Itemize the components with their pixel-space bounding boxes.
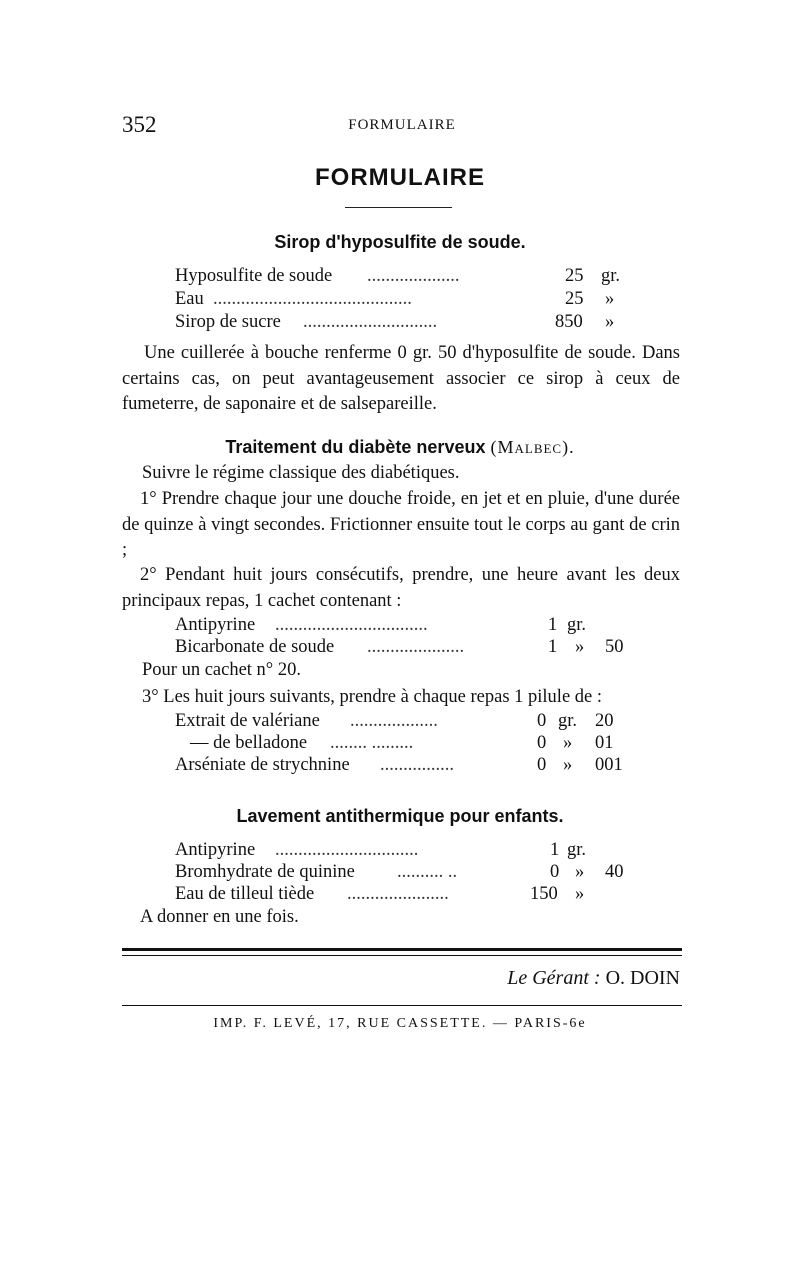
ingredient-row — [175, 755, 635, 779]
ingredient-amount: 850 — [555, 312, 583, 332]
ingredient-row — [175, 884, 635, 908]
ingredient-decimal: 01 — [595, 733, 614, 753]
signature — [507, 967, 680, 990]
ingredient-unit: gr. — [601, 266, 621, 286]
section-heading-lavement: Lavement antithermique pour enfants. — [236, 806, 564, 826]
ingredient-unit: gr. — [567, 615, 587, 635]
signature-label: Le Gérant : — [507, 967, 601, 989]
leader-dots: ...................... — [347, 884, 449, 904]
leader-dots: .................... — [367, 266, 460, 286]
leader-dots: .......... .. — [397, 862, 458, 882]
ingredient-amount: 0 — [537, 755, 547, 775]
ingredient-amount: 1 — [548, 615, 558, 635]
leader-dots: ................................. — [275, 615, 428, 635]
leader-dots: ............................... — [275, 840, 419, 860]
section-heading-sirop: Sirop d'hyposulfite de soude. — [274, 232, 526, 252]
leader-dots: ................... — [350, 711, 438, 731]
ingredient-row — [175, 711, 635, 735]
ingredient-unit: » — [563, 733, 573, 753]
ingredient-row — [190, 733, 635, 757]
ingredient-row — [175, 637, 635, 661]
ingredient-name: Antipyrine — [175, 615, 256, 635]
heading-author: (Malbec). — [490, 437, 575, 457]
ingredient-name: Bicarbonate de soude — [175, 637, 335, 657]
ingredient-name: Extrait de valériane — [175, 711, 320, 731]
diabete-step-2: 2° Pendant huit jours consécutifs, prendre, une heure avant les deux principaux repas, 1 cachet contenant : — [122, 565, 680, 611]
lavement-note: A donner en une fois. — [140, 907, 299, 927]
ingredient-name: Eau de tilleul tiède — [175, 884, 315, 904]
leader-dots: ........................................... — [213, 289, 412, 309]
ingredient-unit: gr. — [558, 711, 578, 731]
section-heading-diabete — [0, 437, 800, 458]
leader-dots: ................ — [380, 755, 454, 775]
ingredient-row — [175, 312, 635, 336]
diabete-intro: Suivre le régime classique des diabétiques. — [142, 463, 460, 483]
signature-name: O. DOIN — [605, 967, 680, 989]
ingredient-unit: gr. — [567, 840, 587, 860]
diabete-step-3: 3° Les huit jours suivants, prendre à chaque repas 1 pilule de : — [142, 687, 603, 707]
cachet-note: Pour un cachet n° 20. — [142, 660, 301, 680]
title-divider — [345, 207, 452, 208]
ingredient-name: Bromhydrate de quinine — [175, 862, 355, 882]
paragraph-sirop: Une cuillerée à bouche renferme 0 gr. 50 d'hyposulfite de soude. Dans certains cas, on peut avantageusement associer ce sirop à ceux de fumeterre, de saponaire et de salsepareille. — [122, 343, 680, 414]
ingredient-row — [175, 840, 635, 864]
ingredient-decimal: 40 — [605, 862, 624, 882]
ingredient-row — [175, 615, 635, 639]
ingredient-decimal: 001 — [595, 755, 623, 775]
ingredient-unit: » — [575, 884, 585, 904]
leader-dots: ........ ......... — [330, 733, 414, 753]
ingredient-name: Eau — [175, 289, 204, 309]
ingredient-unit: » — [605, 312, 615, 332]
ingredient-amount: 25 — [565, 289, 584, 309]
ingredient-amount: 0 — [537, 711, 547, 731]
ingredient-unit: » — [563, 755, 573, 775]
ingredient-decimal: 50 — [605, 637, 624, 657]
ingredient-unit: » — [575, 637, 585, 657]
ingredient-row — [175, 289, 635, 313]
ingredient-name: Sirop de sucre — [175, 312, 281, 332]
double-rule-thin — [122, 955, 682, 956]
ingredient-amount: 0 — [537, 733, 547, 753]
ingredient-row — [175, 266, 635, 290]
ingredient-row — [175, 862, 635, 886]
double-rule-thick — [122, 948, 682, 951]
ingredient-unit: » — [605, 289, 615, 309]
ingredient-decimal: 20 — [595, 711, 614, 731]
ingredient-amount: 1 — [548, 637, 558, 657]
ingredient-amount: 1 — [550, 840, 560, 860]
diabete-step-1: 1° Prendre chaque jour une douche froide, en jet et en pluie, d'une durée de quinze à vingt secondes. Frictionner ensuite tout le corps au gant de crin ; — [122, 489, 680, 560]
ingredient-name: Hyposulfite de soude — [175, 266, 333, 286]
running-head — [122, 112, 682, 142]
ingredient-unit: » — [575, 862, 585, 882]
heading-main: Traitement du diabète nerveux — [225, 437, 486, 457]
ingredient-amount: 0 — [550, 862, 560, 882]
leader-dots: ..................... — [367, 637, 465, 657]
leader-dots: ............................. — [303, 312, 438, 332]
page-title: FORMULAIRE — [315, 164, 485, 191]
ingredient-amount: 150 — [530, 884, 558, 904]
ingredient-amount: 25 — [565, 266, 584, 286]
ingredient-name: Arséniate de strychnine — [175, 755, 350, 775]
footer-rule — [122, 1005, 682, 1006]
page-number: 352 — [122, 112, 157, 137]
printer-imprint: IMP. F. LEVÉ, 17, RUE CASSETTE. — PARIS-6e — [213, 1016, 587, 1031]
running-title: FORMULAIRE — [348, 117, 456, 133]
ingredient-name: — de belladone — [190, 733, 308, 753]
ingredient-name: Antipyrine — [175, 840, 256, 860]
